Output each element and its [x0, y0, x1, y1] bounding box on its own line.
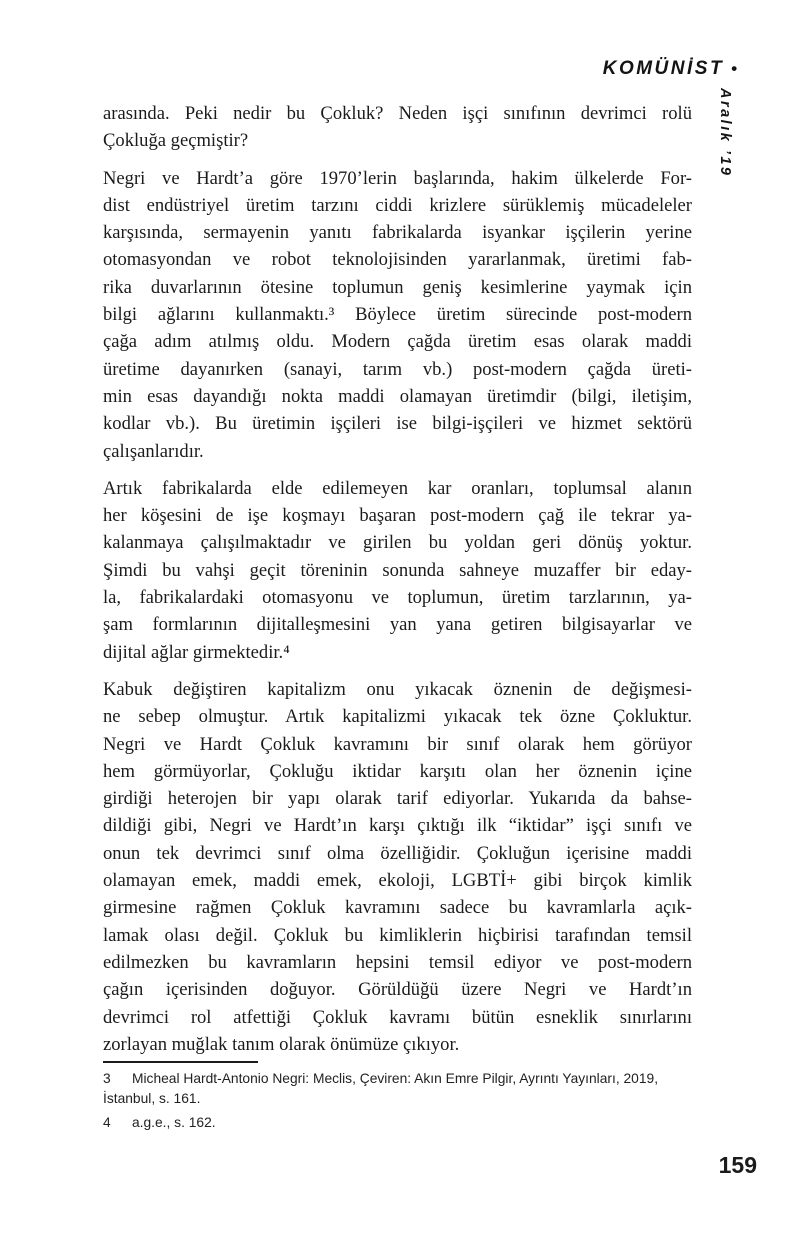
text-line: edilmezken bu kavramların hepsini temsil ediyor ve post-modern [103, 951, 692, 973]
text-line: Kabuk değiştiren kapitalizm onu yıkacak öznenin de değişmesi- [103, 678, 692, 700]
text-line: bilgi ağlarını kullanmaktı.³ Böylece üretim sürecinde post-modern [103, 304, 692, 326]
footnote-text: a.g.e., s. 162. [132, 1115, 216, 1130]
text-line: Şimdi bu vahşi geçit töreninin sonunda sahneye muzaffer bir eday- [103, 559, 692, 581]
text-line: lamak olası değil. Çokluk bu kimliklerin hiçbirisi tarafından temsil [103, 924, 692, 946]
text-line: rika duvarlarının ötesine toplumun geniş kesimlerine yaymak için [103, 276, 692, 298]
masthead-bullet-icon: • [731, 59, 737, 78]
masthead [0, 58, 737, 80]
paragraph [103, 676, 692, 1058]
text-line: dildiği gibi, Negri ve Hardt’ın karşı çıktığı ilk “iktidar” işçi sınıfı ve [103, 815, 692, 837]
text-line: olamayan emek, maddi emek, ekoloji, LGBTİ+ gibi birçok kimlik [103, 870, 692, 892]
footnotes [103, 1069, 703, 1138]
text-line: dist endüstriyel üretim tarzını ciddi krizlere sürüklemiş mücadeleler [103, 194, 692, 216]
text-line: çağın içerisinden doğuyor. Görüldüğü üzere Negri ve Hardt’ın [103, 979, 692, 1001]
text-line: hem görmüyorlar, Çokluğu iktidar karşıtı olan her öznenin içine [103, 760, 692, 782]
body-text [103, 100, 692, 1068]
text-line: Negri ve Hardt Çokluk kavramını bir sınıf olarak hem görüyor [103, 733, 692, 755]
text-line: Negri ve Hardt’a göre 1970’lerin başlarında, hakim ülkelerde For- [103, 167, 692, 189]
text-line: otomasyondan ve robot teknolojisinden yararlanmak, üretimi fab- [103, 249, 692, 271]
text-line: girdiği heterojen bir yapı olarak tarif ediyorlar. Yukarıda da bahse- [103, 788, 692, 810]
text-line: şam formlarının dijitalleşmesini yan yana getiren bilgisayarlar ve [103, 614, 692, 636]
text-line: la, fabrikalardaki otomasyonu ve toplumun, üretim tarzlarının, ya- [103, 587, 692, 609]
text-line: min esas dayandığı nokta maddi olamayan üretimdir (bilgi, iletişim, [103, 385, 692, 407]
issue-date-vertical: Aralık ’19 [717, 88, 733, 178]
text-line: her köşesini de işe koşmayı başaran post-modern çağ ile tekrar ya- [103, 505, 692, 527]
text-line: çağa adım atılmış oldu. Modern çağda üretim esas olarak maddi [103, 331, 692, 353]
text-line: Artık fabrikalarda elde edilemeyen kar oranları, toplumsal alanın [103, 477, 692, 499]
text-line: zorlayan muğlak tanım olarak önümüze çıkıyor. [103, 1033, 460, 1055]
text-line: kodlar vb.). Bu üretimin işçileri ise bilgi-işçileri ve hizmet sektörü [103, 413, 692, 435]
text-line: onun tek devrimci sınıf olma özelliğidir. Çokluğun içerisine maddi [103, 842, 692, 864]
text-line: arasında. Peki nedir bu Çokluk? Neden işçi sınıfının devrimci rolü [103, 103, 692, 124]
footnote-number: 3 [103, 1071, 111, 1086]
footnote [103, 1069, 703, 1108]
text-line: dijital ağlar girmektedir.⁴ [103, 641, 290, 663]
text-line: girmesine rağmen Çokluk kavramını sadece bu kavramlarla açık- [103, 897, 692, 919]
footnote-divider [103, 1061, 258, 1063]
footnote-number: 4 [103, 1115, 111, 1130]
paragraph [103, 475, 692, 666]
text-line: devrimci rol atfettiği Çokluk kavramı bütün esneklik sınırlarını [103, 1006, 692, 1028]
paragraph [103, 165, 692, 465]
text-line: çalışanlarıdır. [103, 440, 204, 462]
magazine-title: KOMÜNİST [602, 58, 725, 79]
text-line: Çokluğa geçmiştir? [103, 130, 249, 152]
text-line: kalanmaya çalışılmaktadır ve girilen bu yoldan geri dönüş yoktur. [103, 532, 692, 554]
page-number: 159 [718, 1152, 757, 1178]
paragraph [103, 100, 692, 155]
text-line: üretime dayanırken (sanayi, tarım vb.) post-modern çağda üreti- [103, 358, 692, 380]
text-line: karşısında, sermayenin yanıtı fabrikalarda isyankar işçilerin yerine [103, 222, 692, 244]
footnote [103, 1113, 703, 1133]
footnote-text: Micheal Hardt-Antonio Negri: Meclis, Çeviren: Akın Emre Pilgir, Ayrıntı Yayınları, 2019, İstanbul, s. 161. [103, 1071, 659, 1106]
text-line: ne sebep olmuştur. Artık kapitalizmi yıkacak tek özne Çokluktur. [103, 706, 692, 728]
